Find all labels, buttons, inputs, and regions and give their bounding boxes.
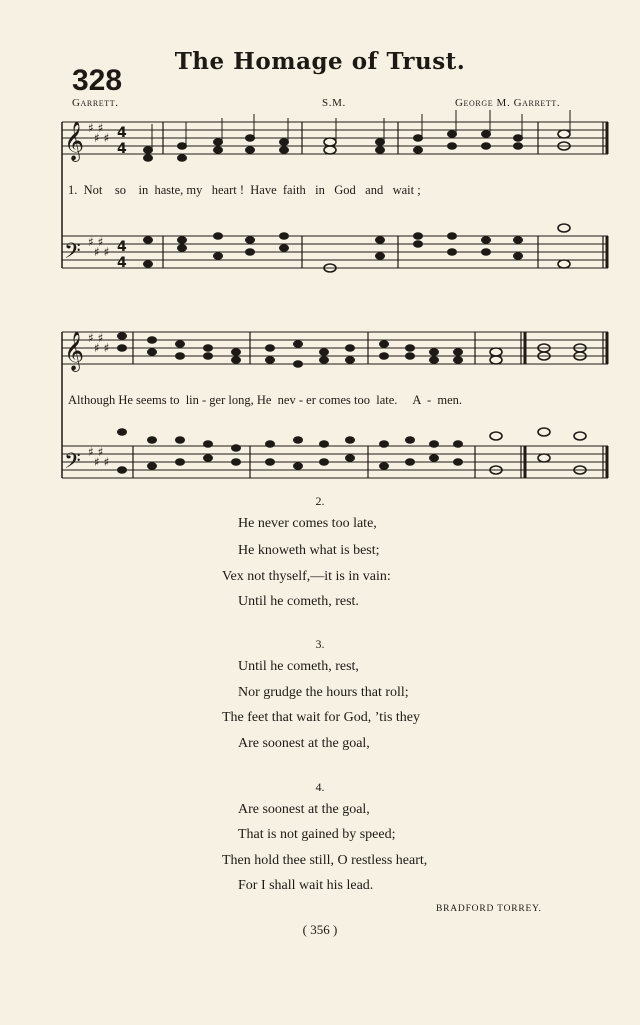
lyrics-system-1: 1. Not so in haste, my heart ! Have faith in God and wait ; [68, 183, 421, 197]
meter: S.M. [322, 97, 346, 109]
hymn-title: The Homage of Trust. [174, 48, 466, 75]
svg-text:4: 4 [117, 125, 127, 141]
lyrics-system-2: Although He seems to lin - ger long, He nev - er comes too late. A - men. [68, 393, 463, 407]
page-number: ( 356 ) [302, 922, 338, 937]
svg-text:♯ ♯: ♯ ♯ [88, 445, 104, 459]
verse-line: Are soonest at the goal, [238, 802, 370, 817]
svg-text:♯ ♯: ♯ ♯ [88, 331, 104, 345]
verse-line: Then hold thee still, O restless heart, [222, 853, 428, 868]
hymn-number: 328 [72, 64, 123, 97]
verse-line: He knoweth what is best; [238, 543, 380, 558]
bass-clef-icon: 𝄢 [64, 449, 81, 479]
composer: George M. Garrett. [455, 97, 561, 109]
svg-text:♯ ♯: ♯ ♯ [94, 455, 110, 469]
verse-line: Nor grudge the hours that roll; [238, 685, 409, 700]
svg-text:♯ ♯: ♯ ♯ [94, 131, 110, 145]
verse-line: He never comes too late, [238, 516, 377, 531]
svg-text:4: 4 [117, 239, 127, 255]
verse-line: Until he cometh, rest, [238, 659, 359, 674]
svg-text:♯ ♯: ♯ ♯ [94, 245, 110, 259]
treble-clef-icon: 𝄞 [64, 331, 85, 371]
svg-text:♯ ♯: ♯ ♯ [94, 341, 110, 355]
verse-line: Vex not thyself,—it is in vain: [222, 569, 391, 584]
tune-name: Garrett. [72, 97, 119, 109]
verse-line: Until he cometh, rest. [238, 594, 359, 609]
treble-clef-icon: 𝄞 [64, 121, 85, 161]
svg-text:4: 4 [117, 255, 127, 271]
verse-line: That is not gained by speed; [238, 827, 396, 842]
svg-text:♯ ♯: ♯ ♯ [88, 235, 104, 249]
author-credit: BRADFORD TORREY. [436, 904, 542, 914]
bass-clef-icon: 𝄢 [64, 239, 81, 269]
svg-text:4: 4 [117, 141, 127, 157]
verse-line: For I shall wait his lead. [238, 878, 374, 893]
svg-text:♯ ♯: ♯ ♯ [88, 121, 104, 135]
stanza-number: 4. [315, 780, 325, 794]
stanza-number: 3. [315, 637, 325, 651]
stanza-number: 2. [315, 494, 325, 508]
verse-line: Are soonest at the goal, [238, 736, 370, 751]
verse-line: The feet that wait for God, ’tis they [222, 710, 421, 725]
